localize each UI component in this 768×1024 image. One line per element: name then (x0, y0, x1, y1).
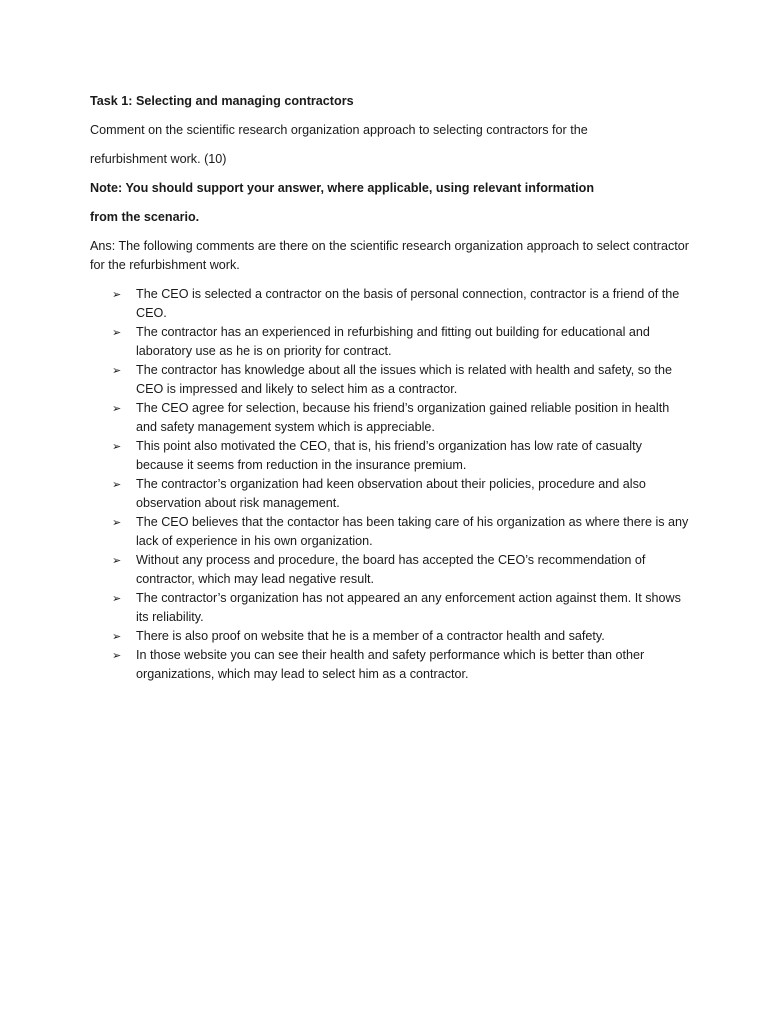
answer-intro: Ans: The following comments are there on the scientific research organization approach to select contractor for the refurbishment work. (90, 239, 689, 272)
task-heading: Task 1: Selecting and managing contractors (90, 94, 354, 108)
list-item (90, 475, 690, 513)
list-item (90, 285, 690, 323)
list-item-text: The contractor’s organization had keen observation about their policies, procedure and also observation about risk management. (136, 477, 646, 510)
list-item-text: The CEO believes that the contactor has been taking care of his organization as where there is any lack of experience in his own organization. (136, 515, 689, 548)
list-item (90, 627, 690, 646)
answer-bullet-list (90, 285, 690, 684)
list-item (90, 589, 690, 627)
question-line-1: Comment on the scientific research organization approach to selecting contractors for the (90, 123, 588, 137)
list-item-text: The contractor has knowledge about all the issues which is related with health and safety, so the CEO is impressed and likely to select him as a contractor. (136, 363, 673, 396)
document-body (90, 92, 690, 684)
list-item-text: In those website you can see their health and safety performance which is better than other organizations, which may lead to select him as a contractor. (136, 648, 645, 681)
list-item-text: This point also motivated the CEO, that is, his friend’s organization has low rate of casualty because it seems from reduction in the insurance premium. (136, 439, 642, 472)
list-item-text: The CEO agree for selection, because his friend’s organization gained reliable position in health and safety management system which is appreciable. (136, 401, 670, 434)
list-item-text: There is also proof on website that he is a member of a contractor health and safety. (136, 629, 605, 643)
arrowhead-bullet-icon: ➢ (112, 440, 122, 453)
list-item (90, 646, 690, 684)
arrowhead-bullet-icon: ➢ (112, 326, 122, 339)
list-item (90, 437, 690, 475)
arrowhead-bullet-icon: ➢ (112, 554, 122, 567)
list-item (90, 399, 690, 437)
list-item (90, 513, 690, 551)
arrowhead-bullet-icon: ➢ (112, 516, 122, 529)
list-item (90, 323, 690, 361)
arrowhead-bullet-icon: ➢ (112, 402, 122, 415)
arrowhead-bullet-icon: ➢ (112, 649, 122, 662)
arrowhead-bullet-icon: ➢ (112, 630, 122, 643)
arrowhead-bullet-icon: ➢ (112, 592, 122, 605)
note-line-1: Note: You should support your answer, where applicable, using relevant information (90, 181, 595, 195)
list-item-text: Without any process and procedure, the board has accepted the CEO’s recommendation of contractor, which may lead negative result. (136, 553, 646, 586)
list-item (90, 551, 690, 589)
question-line-2: refurbishment work. (10) (90, 152, 227, 166)
arrowhead-bullet-icon: ➢ (112, 478, 122, 491)
list-item-text: The CEO is selected a contractor on the basis of personal connection, contractor is a friend of the CEO. (136, 287, 680, 320)
list-item-text: The contractor’s organization has not appeared an any enforcement action against them. It shows its reliability. (136, 591, 681, 624)
list-item (90, 361, 690, 399)
arrowhead-bullet-icon: ➢ (112, 288, 122, 301)
note-line-2: from the scenario. (90, 210, 200, 224)
list-item-text: The contractor has an experienced in refurbishing and fitting out building for educational and laboratory use as he is on priority for contract. (136, 325, 650, 358)
arrowhead-bullet-icon: ➢ (112, 364, 122, 377)
